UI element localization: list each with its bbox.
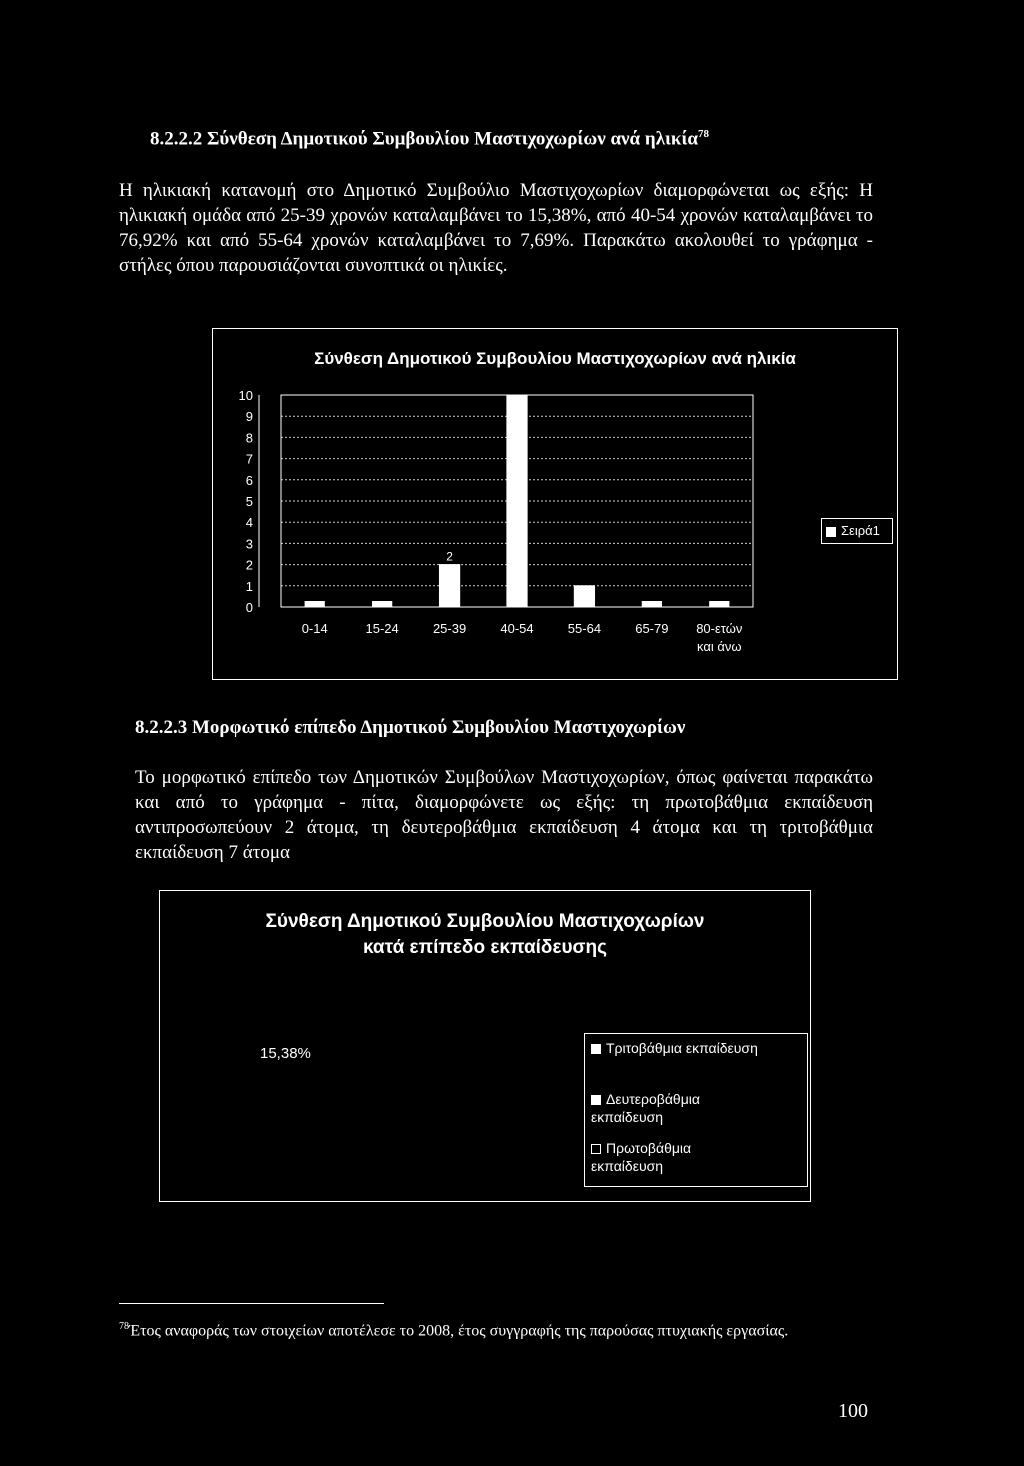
education-pie-chart: [159, 890, 811, 1202]
x-tick-label: και άνω: [697, 639, 742, 654]
y-tick-label: 4: [245, 515, 253, 531]
bar: [642, 601, 662, 607]
bar: [507, 395, 527, 607]
bar: [574, 586, 594, 607]
y-tick-label: 5: [245, 494, 253, 509]
x-tick-label: 80-ετών: [696, 621, 743, 636]
x-tick-label: 65-79: [635, 621, 669, 636]
pie-chart-title: Σύνθεση Δημοτικού Συμβουλίου Μαστιχοχωρίων κατά επίπεδο εκπαίδευσης: [265, 911, 705, 958]
y-tick-label: 9: [245, 409, 253, 425]
x-tick-label: 25-39: [432, 621, 467, 636]
legend-label: Σειρά1: [841, 523, 880, 538]
y-tick-label: 10: [238, 388, 253, 403]
age-bar-chart: [212, 328, 898, 680]
y-tick-label: 2: [245, 557, 253, 573]
legend-swatch: [591, 1044, 601, 1054]
legend-swatch: [591, 1095, 601, 1105]
bar: [305, 601, 325, 607]
y-tick-label: 6: [245, 472, 253, 488]
pie-legend: [584, 1033, 808, 1187]
x-tick-label: 0-14: [301, 621, 328, 636]
x-tick-label: 15-24: [365, 621, 399, 636]
y-tick-label: 0: [245, 600, 253, 615]
bar-chart-plot: [213, 329, 897, 679]
bar: [372, 601, 392, 607]
section-heading-education: 8.2.2.3 Μορφωτικό επίπεδο Δημοτικού Συμβουλίου Μαστιχοχωρίων: [135, 717, 686, 738]
pie-data-label: 15,38%: [260, 1045, 311, 1062]
y-tick-label: 1: [245, 578, 253, 594]
legend-item-primary: Πρωτοβάθμια εκπαίδευση: [591, 1140, 692, 1174]
y-tick-label: 8: [245, 430, 253, 446]
footnote-number: 78: [119, 1321, 129, 1332]
footnote: $^{78}$Έτος αναφοράς των στοιχείων αποτέλεσε το 2008, έτος συγγραφής της παρούσας πτυχιακής εργασίας.: [119, 1321, 789, 1340]
legend-swatch: [591, 1144, 601, 1154]
x-tick-label: 55-64: [567, 621, 602, 636]
education-paragraph: Το μορφωτικό επίπεδο των Δημοτικών Συμβούλων Μαστιχοχωρίων, όπως φαίνεται παρακάτω και από το γράφημα - πίτα, διαμορφώνετε ως εξής: τη πρωτοβάθμια εκπαίδευση αντιπροσωπεύουν 2 άτομα, τη δευτεροβάθμια εκπαίδευση 4 άτομα και τη τριτοβάθμια εκπαίδευση 7 άτομα: [135, 767, 873, 863]
page-number: 100: [838, 1400, 868, 1422]
footnote-ref: 78: [697, 128, 709, 140]
x-tick-label: 40-54: [500, 621, 534, 636]
legend-item-secondary: Δευτεροβάθμια εκπαίδευση: [591, 1091, 700, 1125]
chart-legend: [821, 518, 893, 544]
legend-swatch: [826, 527, 836, 537]
legend-item-tertiary: Τριτοβάθμια εκπαίδευση: [591, 1040, 806, 1056]
bar-data-label: 2: [446, 549, 453, 564]
bar: [439, 565, 459, 607]
footnote-separator: [119, 1303, 384, 1304]
chart-title: Σύνθεση Δημοτικού Συμβουλίου Μαστιχοχωρίων ανά ηλικία: [314, 349, 796, 368]
age-paragraph: Η ηλικιακή κατανομή στο Δημοτικό Συμβούλιο Μαστιχοχωρίων διαμορφώνεται ως εξής: Η ηλικιακή ομάδα από 25-39 χρονών καταλαμβάνει το 15,38%, από 40-54 χρονών καταλαμβάνει το 76,92% και από 55-64 χρονών καταλαμβάνει το 7,69%. Παρακάτω ακολουθεί το γράφημα - στήλες όπου παρουσιάζονται συνοπτικά οι ηλικίες.: [119, 180, 873, 276]
y-tick-label: 3: [245, 536, 253, 552]
bar: [709, 601, 729, 607]
y-tick-label: 7: [245, 451, 253, 467]
section-heading-age: 8.2.2.2 Σύνθεση Δημοτικού Συμβουλίου Μαστιχοχωρίων ανά ηλικία$^{78}$: [150, 128, 709, 150]
